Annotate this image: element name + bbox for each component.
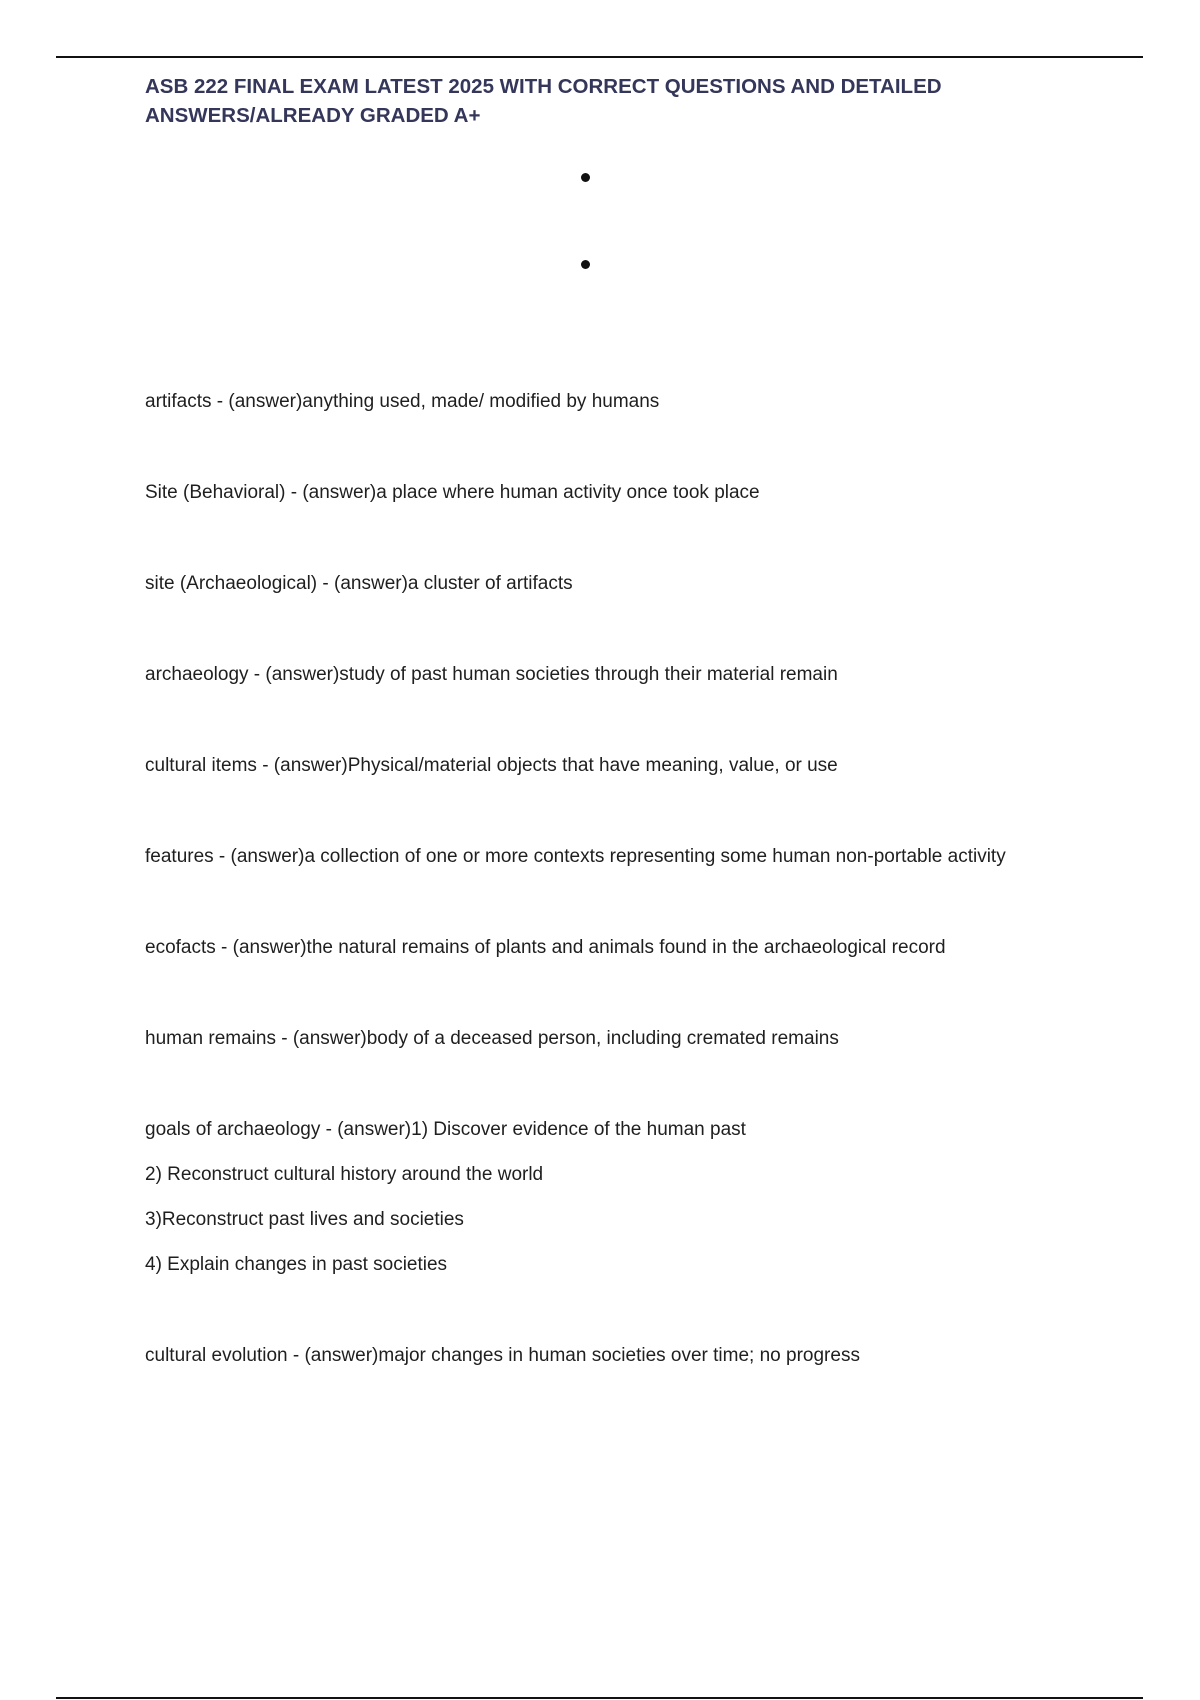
qa-entry-goals-line: goals of archaeology - (answer)1) Discover evidence of the human past xyxy=(145,1119,746,1140)
qa-entry: archaeology - (answer)study of past human societies through their material remain xyxy=(145,664,838,685)
qa-entry: features - (answer)a collection of one or more contexts representing some human non-portable activity xyxy=(145,846,1006,867)
qa-entry: cultural items - (answer)Physical/material objects that have meaning, value, or use xyxy=(145,755,838,776)
qa-entry-goals-line: 2) Reconstruct cultural history around the world xyxy=(145,1164,544,1185)
qa-entry-goals-line: 4) Explain changes in past societies xyxy=(145,1254,448,1275)
bullet-dot xyxy=(581,260,590,269)
qa-entry-goals xyxy=(145,1116,1145,1279)
qa-entry: site (Archaeological) - (answer)a cluster of artifacts xyxy=(145,573,573,594)
qa-entry: ecofacts - (answer)the natural remains of plants and animals found in the archaeological record xyxy=(145,937,946,958)
top-rule xyxy=(56,56,1143,58)
qa-entry: Site (Behavioral) - (answer)a place where human activity once took place xyxy=(145,482,760,503)
document-title: ASB 222 FINAL EXAM LATEST 2025 WITH CORRECT QUESTIONS AND DETAILED ANSWERS/ALREADY GRADED A+ xyxy=(145,75,942,127)
bullet-dot xyxy=(581,173,590,182)
qa-entry: human remains - (answer)body of a deceased person, including cremated remains xyxy=(145,1028,839,1049)
qa-entry: artifacts - (answer)anything used, made/ modified by humans xyxy=(145,391,660,412)
qa-entries xyxy=(145,388,1145,1433)
bottom-rule xyxy=(56,1697,1143,1699)
qa-entry-goals-line: 3)Reconstruct past lives and societies xyxy=(145,1209,464,1230)
qa-entry: cultural evolution - (answer)major changes in human societies over time; no progress xyxy=(145,1345,860,1366)
